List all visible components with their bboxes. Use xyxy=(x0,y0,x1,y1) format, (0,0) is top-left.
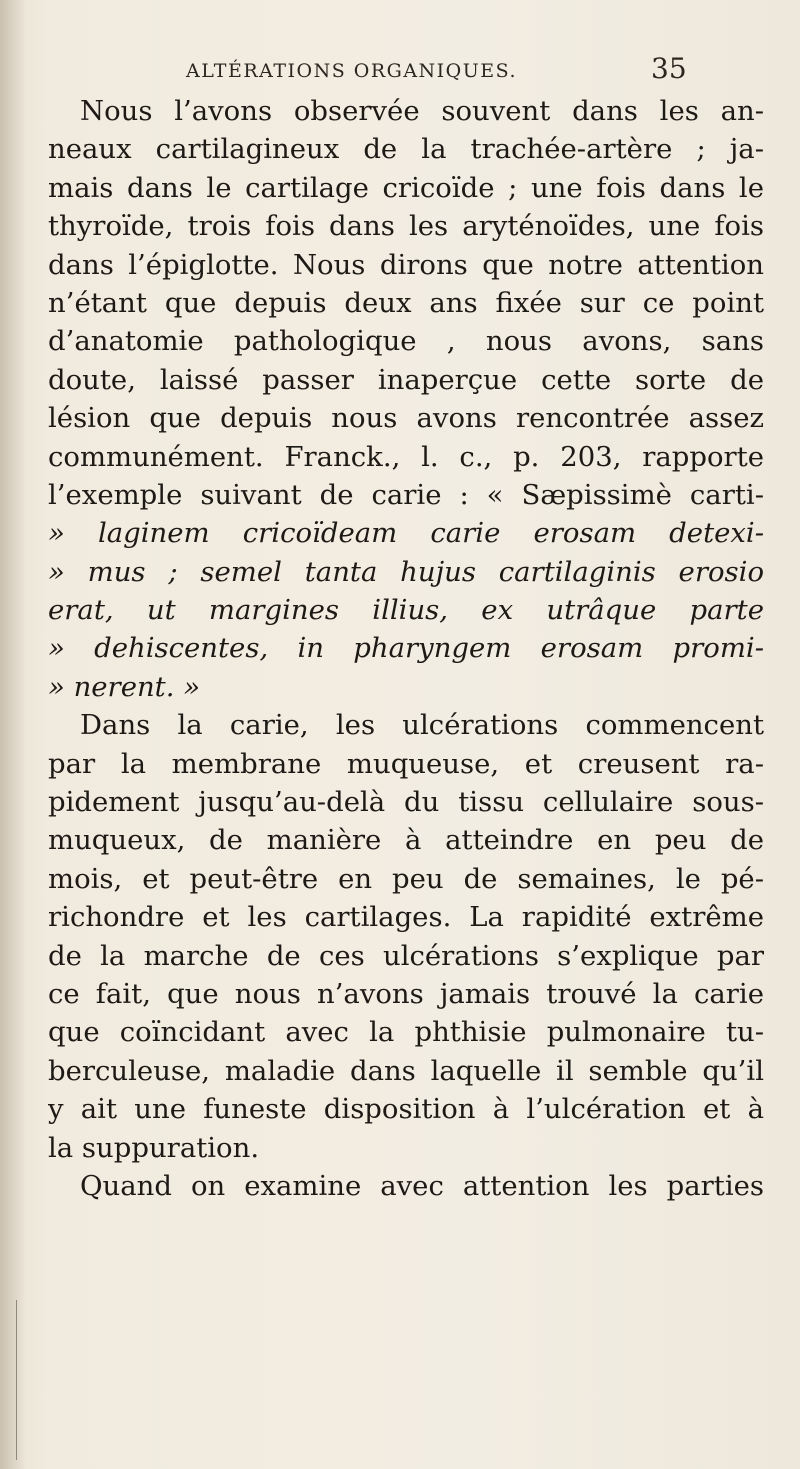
text-line: pidement jusqu’au-delà du tissu cellulaire sous- xyxy=(48,786,764,819)
text-line: que coïncidant avec la phthisie pulmonaire tu- xyxy=(48,1016,764,1049)
text-line: de la marche de ces ulcérations s’explique par xyxy=(48,939,764,972)
text-line: ce fait, que nous n’avons jamais trouvé la carie xyxy=(48,977,764,1010)
text-line: communément. Franck., l. c., p. 203, rapporte xyxy=(48,440,764,473)
spine-shadow xyxy=(0,0,26,1469)
text-line: Quand on examine avec attention les parties xyxy=(80,1169,764,1202)
text-line: » nerent. » xyxy=(48,670,201,703)
text-line: la suppuration. xyxy=(48,1131,260,1164)
running-head: ALTÉRATIONS ORGANIQUES. xyxy=(186,60,518,82)
text-line: lésion que depuis nous avons rencontrée assez xyxy=(48,402,764,435)
text-line: muqueux, de manière à atteindre en peu de xyxy=(48,824,764,857)
body-text xyxy=(48,92,764,1205)
text-line: neaux cartilagineux de la trachée-artère ; ja- xyxy=(48,133,764,166)
text-line: doute, laissé passer inaperçue cette sorte de xyxy=(48,363,764,396)
text-line: » mus ; semel tanta hujus cartilaginis erosio xyxy=(48,555,764,588)
text-line: Nous l’avons observée souvent dans les an- xyxy=(80,95,764,127)
text-line: mois, et peut-être en peu de semaines, le pé- xyxy=(48,862,764,895)
margin-rule xyxy=(16,1300,17,1460)
text-line: erat, ut margines illius, ex utrâque parte xyxy=(48,594,764,627)
text-line: d’anatomie pathologique , nous avons, sans xyxy=(48,325,764,358)
text-line: Dans la carie, les ulcérations commencent xyxy=(80,709,764,742)
text-line: thyroïde, trois fois dans les aryténoïdes, une fois xyxy=(48,210,764,243)
text-line: richondre et les cartilages. La rapidité extrême xyxy=(48,901,764,934)
text-line: mais dans le cartilage cricoïde ; une fois dans le xyxy=(48,171,764,204)
text-line: y ait une funeste disposition à l’ulcération et à xyxy=(48,1093,764,1126)
text-line: » laginem cricoïdeam carie erosam detexi- xyxy=(48,517,764,550)
text-line: n’étant que depuis deux ans fixée sur ce point xyxy=(48,286,764,319)
text-line: l’exemple suivant de carie : « Sæpissimè carti- xyxy=(48,478,764,511)
page-header xyxy=(186,52,706,96)
text-line: par la membrane muqueuse, et creusent ra- xyxy=(48,747,764,780)
text-line: dans l’épiglotte. Nous dirons que notre attention xyxy=(48,248,764,281)
page-number: 35 xyxy=(651,52,687,85)
text-line: » dehiscentes, in pharyngem erosam promi- xyxy=(48,632,764,665)
text-line: berculeuse, maladie dans laquelle il semble qu’il xyxy=(48,1054,764,1087)
